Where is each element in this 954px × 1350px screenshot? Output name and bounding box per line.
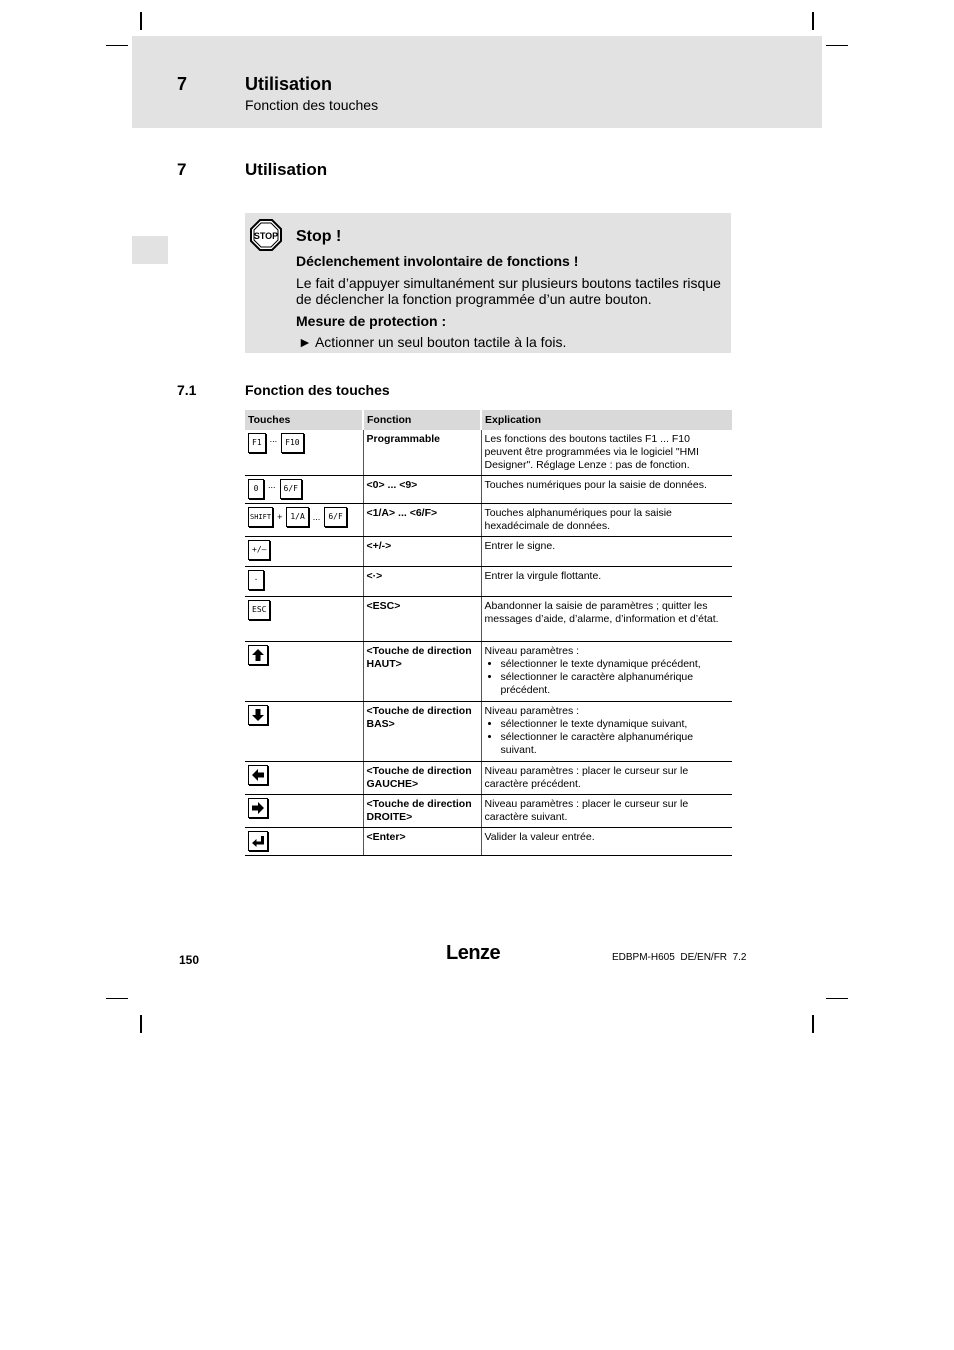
col-header-fonction: Fonction <box>363 410 481 430</box>
chapter-title: Utilisation <box>245 74 333 94</box>
list-item: • sélectionner le caractère alphanumérique précédent. <box>501 671 730 697</box>
function-cell: Programmable <box>363 430 481 476</box>
keys-cell <box>245 430 363 476</box>
table-row <box>245 762 732 795</box>
keys-table <box>245 410 732 856</box>
stop-text: Le fait d’appuyer simultanément sur plusieurs boutons tactiles risque de déclencher la fonction programmée d’un autre bouton. <box>296 275 721 307</box>
key-f10: F10 <box>281 433 303 453</box>
keys-cell <box>245 476 363 504</box>
crop-mark <box>140 1015 142 1033</box>
function-cell: <1/A> ... <6/F> <box>363 504 481 537</box>
stop-title: Stop ! <box>296 228 342 245</box>
key-decimal-point: · <box>248 570 264 590</box>
keys-cell <box>245 642 363 702</box>
table-row <box>245 430 732 476</box>
col-header-explication: Explication <box>481 410 732 430</box>
table-row <box>245 642 732 702</box>
keys-cell <box>245 504 363 537</box>
plus-sign: + <box>277 511 283 522</box>
key-f1: F1 <box>248 433 266 453</box>
keys-cell <box>245 795 363 828</box>
table-row <box>245 504 732 537</box>
keys-cell <box>245 597 363 642</box>
chapter-subtitle: Fonction des touches <box>245 97 379 113</box>
crop-mark <box>826 998 848 999</box>
svg-text:STOP: STOP <box>253 231 279 241</box>
function-cell: <+/-> <box>363 537 481 567</box>
crop-mark <box>106 45 128 46</box>
key-0: 0 <box>248 479 264 499</box>
explanation-cell: Touches alphanumériques pour la saisie hexadécimale de données. <box>481 504 732 537</box>
section-title: Utilisation <box>245 160 328 179</box>
crop-mark <box>812 12 814 30</box>
key-separator: ... <box>312 511 321 522</box>
explanation-cell: Touches numériques pour la saisie de données. <box>481 476 732 504</box>
stop-sign-icon <box>250 219 282 251</box>
bullet-list <box>485 718 730 757</box>
function-cell: <0> ... <9> <box>363 476 481 504</box>
keys-cell <box>245 702 363 762</box>
explanation-cell: Les fonctions des boutons tactiles F1 ... F10 peuvent être programmées via le logiciel "HMI Designer". Réglage Lenze : pas de fonction. <box>481 430 732 476</box>
crop-mark <box>826 45 848 46</box>
explanation-cell: Niveau paramètres : placer le curseur sur le caractère suivant. <box>481 795 732 828</box>
table-header-row <box>245 410 732 430</box>
bullet-list <box>485 658 730 697</box>
subsection-title: Fonction des touches <box>245 382 390 398</box>
key-separator: ... <box>268 480 276 490</box>
table-row <box>245 597 732 642</box>
explanation-cell <box>481 642 732 702</box>
key-esc: ESC <box>248 600 270 620</box>
col-header-touches: Touches <box>245 410 363 430</box>
crop-mark <box>812 1015 814 1033</box>
table-row <box>245 537 732 567</box>
lenze-logo: Lenze <box>446 942 501 964</box>
keys-cell <box>245 567 363 597</box>
function-cell: <Touche de direction BAS> <box>363 702 481 762</box>
function-cell: <Touche de direction HAUT> <box>363 642 481 702</box>
explanation-intro: Niveau paramètres : <box>484 705 580 717</box>
key-shift: SHIFT <box>248 507 273 527</box>
key-1a: 1/A <box>286 507 308 527</box>
keys-cell <box>245 762 363 795</box>
page-number: 150 <box>179 953 200 967</box>
explanation-cell: Entrer le signe. <box>481 537 732 567</box>
function-cell: <Touche de direction DROITE> <box>363 795 481 828</box>
crop-mark <box>106 998 128 999</box>
arrow-right-icon <box>248 798 268 818</box>
table-row <box>245 476 732 504</box>
chapter-number: 7 <box>177 74 188 94</box>
list-item: • sélectionner le texte dynamique suivant, <box>501 718 730 731</box>
key-6f: 6/F <box>324 507 346 527</box>
function-cell: <Enter> <box>363 828 481 856</box>
explanation-intro: Niveau paramètres : <box>484 645 580 657</box>
arrow-up-icon <box>248 645 268 665</box>
document-id: EDBPM-H605 DE/EN/FR 7.2 <box>612 952 747 963</box>
stop-action: ► Actionner un seul bouton tactile à la fois. <box>298 334 567 350</box>
stop-measure-heading: Mesure de protection : <box>296 313 447 329</box>
subsection-number: 7.1 <box>177 382 197 398</box>
function-cell: <Touche de direction GAUCHE> <box>363 762 481 795</box>
table-row <box>245 828 732 856</box>
function-cell: <·> <box>363 567 481 597</box>
explanation-cell: Abandonner la saisie de paramètres ; quitter les messages d’aide, d’alarme, d’information et d’état. <box>481 597 732 642</box>
stop-heading: Déclenchement involontaire de fonctions ! <box>296 253 579 269</box>
key-6f: 6/F <box>280 479 302 499</box>
explanation-cell: Valider la valeur entrée. <box>481 828 732 856</box>
header-band <box>132 36 822 128</box>
explanation-cell: Entrer la virgule flottante. <box>481 567 732 597</box>
table-row <box>245 795 732 828</box>
arrow-left-icon <box>248 765 268 785</box>
table-row <box>245 702 732 762</box>
keys-cell <box>245 537 363 567</box>
explanation-cell <box>481 702 732 762</box>
key-separator: ... <box>269 434 278 444</box>
list-item: • sélectionner le texte dynamique précédent, <box>501 658 730 671</box>
list-item: • sélectionner le caractère alphanumérique suivant. <box>501 731 730 757</box>
explanation-cell: Niveau paramètres : placer le curseur sur le caractère précédent. <box>481 762 732 795</box>
function-cell: <ESC> <box>363 597 481 642</box>
keys-cell <box>245 828 363 856</box>
section-number: 7 <box>177 160 187 179</box>
key-plus-minus: +/– <box>248 540 270 560</box>
crop-mark <box>140 12 142 30</box>
table-row <box>245 567 732 597</box>
arrow-down-icon <box>248 705 268 725</box>
side-tab-marker <box>132 236 168 264</box>
enter-key-icon <box>248 831 268 851</box>
